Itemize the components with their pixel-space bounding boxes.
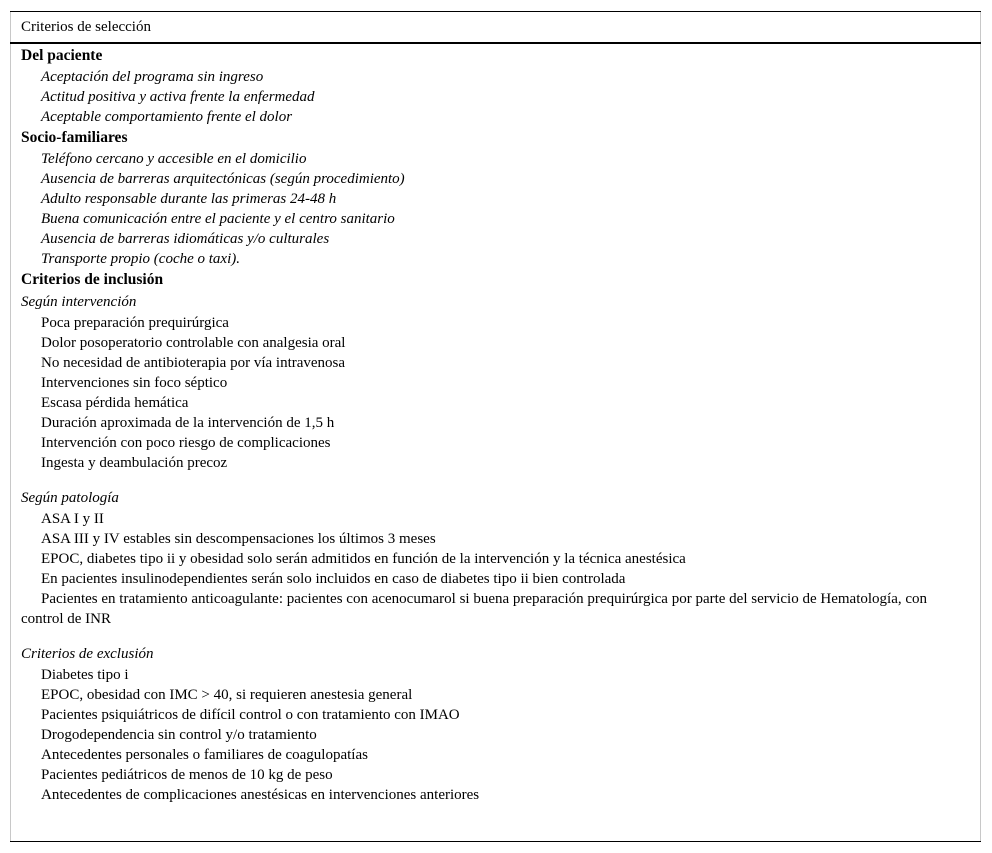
list-item: ASA I y II [41, 511, 104, 527]
list-item: ASA III y IV estables sin descompensaciones los últimos 3 meses [41, 531, 436, 547]
list-item: Intervención con poco riesgo de complicaciones [41, 435, 331, 451]
list-item: Poca preparación prequirúrgica [41, 315, 229, 331]
list-item: Ausencia de barreras idiomáticas y/o culturales [41, 231, 330, 247]
table-header-rule [10, 42, 981, 44]
list-item: Actitud positiva y activa frente la enfermedad [41, 89, 315, 105]
list-item: Buena comunicación entre el paciente y el centro sanitario [41, 211, 395, 227]
subsection-title-patologia: Según patología [21, 490, 119, 506]
list-item: Pacientes pediátricos de menos de 10 kg de peso [41, 767, 333, 783]
list-item: Drogodependencia sin control y/o tratamiento [41, 727, 317, 743]
subsection-title-intervencion: Según intervención [21, 294, 137, 310]
table-body [21, 45, 971, 805]
list-item: Aceptación del programa sin ingreso [41, 69, 264, 85]
list-item: Intervenciones sin foco séptico [41, 375, 228, 391]
table-top-rule [10, 11, 981, 12]
list-item: EPOC, obesidad con IMC > 40, si requieren anestesia general [41, 687, 413, 703]
list-item: En pacientes insulinodependientes serán solo incluidos en caso de diabetes tipo ii bien controlada [41, 571, 626, 587]
list-item: Ingesta y deambulación precoz [41, 455, 228, 471]
table-bottom-rule [10, 841, 981, 842]
table-header: Criterios de selección [21, 19, 151, 35]
section-title-paciente: Del paciente [21, 47, 103, 64]
list-item: Antecedentes de complicaciones anestésicas en intervenciones anteriores [41, 787, 480, 803]
list-item: No necesidad de antibioterapia por vía intravenosa [41, 355, 346, 371]
list-item: Pacientes psiquiátricos de difícil control o con tratamiento con IMAO [41, 707, 460, 723]
list-item: Transporte propio (coche o taxi). [41, 251, 241, 267]
spacer [21, 473, 971, 487]
list-item: Escasa pérdida hemática [41, 395, 189, 411]
list-item: Teléfono cercano y accesible en el domicilio [41, 151, 307, 167]
list-item: Aceptable comportamiento frente el dolor [41, 109, 293, 125]
list-item: Ausencia de barreras arquitectónicas (según procedimiento) [41, 171, 405, 187]
list-item: Antecedentes personales o familiares de coagulopatías [41, 747, 368, 763]
list-item: Diabetes tipo i [41, 667, 129, 683]
section-title-socio: Socio-familiares [21, 129, 128, 146]
list-item: Dolor posoperatorio controlable con analgesia oral [41, 335, 346, 351]
list-item: Pacientes en tratamiento anticoagulante: pacientes con acenocumarol si buena preparación prequirúrgica por parte del servicio de Hematología, con control de INR [21, 591, 928, 627]
list-item: Adulto responsable durante las primeras 24-48 h [41, 191, 337, 207]
spacer [21, 629, 971, 643]
list-item: Duración aproximada de la intervención de 1,5 h [41, 415, 335, 431]
section-title-inclusion: Criterios de inclusión [21, 271, 164, 288]
subsection-title-exclusion: Criterios de exclusión [21, 646, 154, 662]
list-item: EPOC, diabetes tipo ii y obesidad solo serán admitidos en función de la intervención y la técnica anestésica [41, 551, 686, 567]
